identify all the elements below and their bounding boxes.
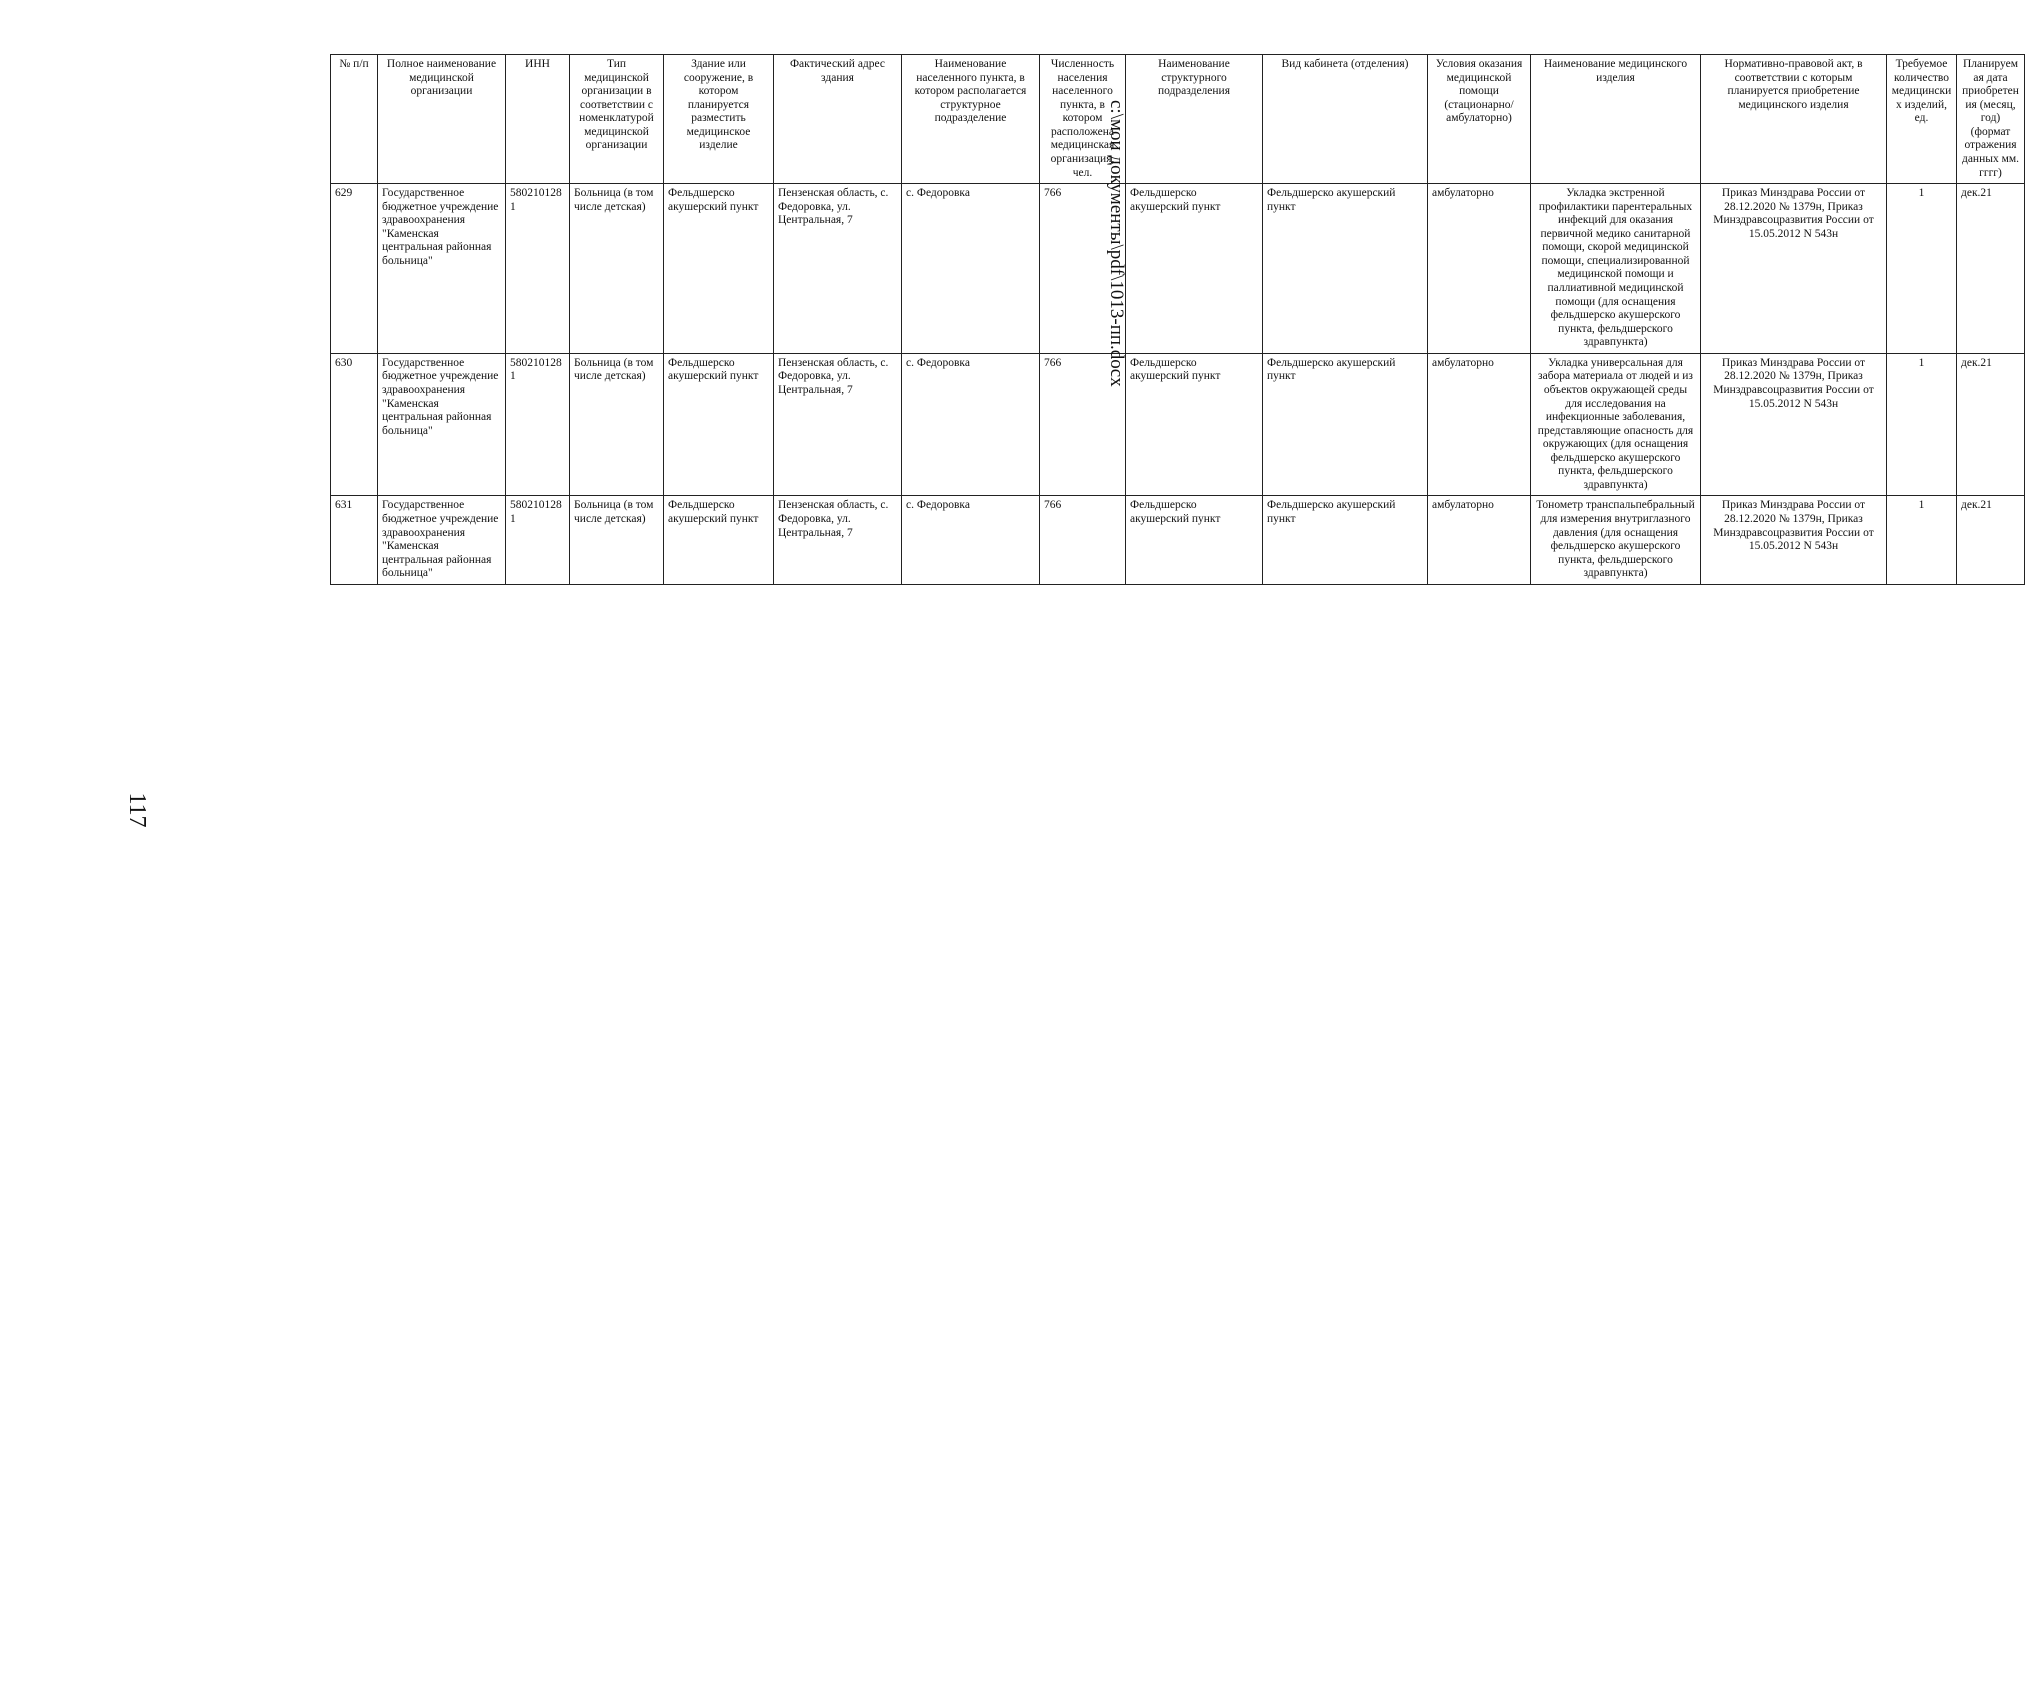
cell-org-type: Больница (в том числе детская) [570,353,664,496]
cell-device: Укладка универсальная для забора материала от людей и из объектов окружающей среды для исследования на инфекционные заболевания, представляющие опасность для окружающих (для оснащения фельдшерско акушерского пункта, фельдшерского здравпункта) [1531,353,1701,496]
cell-cabinet: Фельдшерско акушерский пункт [1263,184,1428,354]
cell-building: Фельдшерско акушерский пункт [664,496,774,584]
cell-inn: 5802101281 [506,184,570,354]
cell-quantity: 1 [1887,496,1957,584]
cell-device: Тонометр транспальпебральный для измерения внутриглазного давления (для оснащения фельдшерско акушерского пункта, фельдшерского здравпункта) [1531,496,1701,584]
cell-settlement: с. Федоровка [902,353,1040,496]
header-cell-org-name: Полное наименование медицинской организации [378,55,506,184]
header-cell-unit: Наименование структурного подразделения [1126,55,1263,184]
cell-legal-act: Приказ Минздрава России от 28.12.2020 № 1379н, Приказ Минздравсоцразвития России от 15.05.2012 N 543н [1701,496,1887,584]
cell-num: 631 [331,496,378,584]
equipment-table [330,54,2025,585]
cell-population: 766 [1040,353,1126,496]
cell-address: Пензенская область, с. Федоровка, ул. Центральная, 7 [774,353,902,496]
cell-org-name: Государственное бюджетное учреждение здравоохранения "Каменская центральная районная больница" [378,353,506,496]
cell-population: 766 [1040,184,1126,354]
page-number: 117 [124,792,150,828]
cell-device: Укладка экстренной профилактики парентеральных инфекций для оказания первичной медико санитарной помощи, скорой медицинской помощи, специализированной медицинской помощи и паллиативной медицинской помощи (для оснащения фельдшерско акушерского пункта, фельдшерского здравпункта) [1531,184,1701,354]
header-cell-num: № п/п [331,55,378,184]
cell-unit: Фельдшерско акушерский пункт [1126,184,1263,354]
header-cell-date: Планируемая дата приобретения (месяц, год) (формат отражения данных мм. гггг) [1957,55,2025,184]
header-cell-building: Здание или сооружение, в котором планируется разместить медицинское изделие [664,55,774,184]
cell-unit: Фельдшерско акушерский пункт [1126,496,1263,584]
cell-settlement: с. Федоровка [902,496,1040,584]
cell-inn: 5802101281 [506,353,570,496]
cell-org-name: Государственное бюджетное учреждение здравоохранения "Каменская центральная районная больница" [378,496,506,584]
cell-legal-act: Приказ Минздрава России от 28.12.2020 № 1379н, Приказ Минздравсоцразвития России от 15.05.2012 N 543н [1701,353,1887,496]
header-cell-quantity: Требуемое количество медицинских изделий, ед. [1887,55,1957,184]
header-cell-org-type: Тип медицинской организации в соответствии с номенклатурой медицинской организации [570,55,664,184]
cell-quantity: 1 [1887,184,1957,354]
cell-settlement: с. Федоровка [902,184,1040,354]
cell-building: Фельдшерско акушерский пункт [664,184,774,354]
header-cell-cabinet: Вид кабинета (отделения) [1263,55,1428,184]
cell-address: Пензенская область, с. Федоровка, ул. Центральная, 7 [774,184,902,354]
cell-org-name: Государственное бюджетное учреждение здравоохранения "Каменская центральная районная больница" [378,184,506,354]
cell-unit: Фельдшерско акушерский пункт [1126,353,1263,496]
table-row [331,184,2025,354]
cell-conditions: амбулаторно [1428,184,1531,354]
header-cell-address: Фактический адрес здания [774,55,902,184]
header-cell-legal-act: Нормативно-правовой акт, в соответствии с которым планируется приобретение медицинского изделия [1701,55,1887,184]
cell-date: дек.21 [1957,353,2025,496]
table-header-row [331,55,2025,184]
cell-conditions: амбулаторно [1428,353,1531,496]
cell-building: Фельдшерско акушерский пункт [664,353,774,496]
cell-conditions: амбулаторно [1428,496,1531,584]
cell-quantity: 1 [1887,353,1957,496]
cell-legal-act: Приказ Минздрава России от 28.12.2020 № 1379н, Приказ Минздравсоцразвития России от 15.05.2012 N 543н [1701,184,1887,354]
cell-org-type: Больница (в том числе детская) [570,496,664,584]
cell-cabinet: Фельдшерско акушерский пункт [1263,353,1428,496]
file-path-footer: c:\мои документы\pdf\1013-пп.docx [1106,100,1127,387]
cell-org-type: Больница (в том числе детская) [570,184,664,354]
cell-num: 630 [331,353,378,496]
cell-address: Пензенская область, с. Федоровка, ул. Центральная, 7 [774,496,902,584]
cell-inn: 5802101281 [506,496,570,584]
header-cell-population: Численность населения населенного пункта, в котором расположена медицинская организация, чел. [1040,55,1126,184]
header-cell-conditions: Условия оказания медицинской помощи (стационарно/ амбулаторно) [1428,55,1531,184]
header-cell-device: Наименование медицинского изделия [1531,55,1701,184]
cell-date: дек.21 [1957,184,2025,354]
header-cell-inn: ИНН [506,55,570,184]
cell-cabinet: Фельдшерско акушерский пункт [1263,496,1428,584]
table-row [331,496,2025,584]
cell-population: 766 [1040,496,1126,584]
cell-date: дек.21 [1957,496,2025,584]
table-row [331,353,2025,496]
cell-num: 629 [331,184,378,354]
header-cell-settlement: Наименование населенного пункта, в котором располагается структурное подразделение [902,55,1040,184]
